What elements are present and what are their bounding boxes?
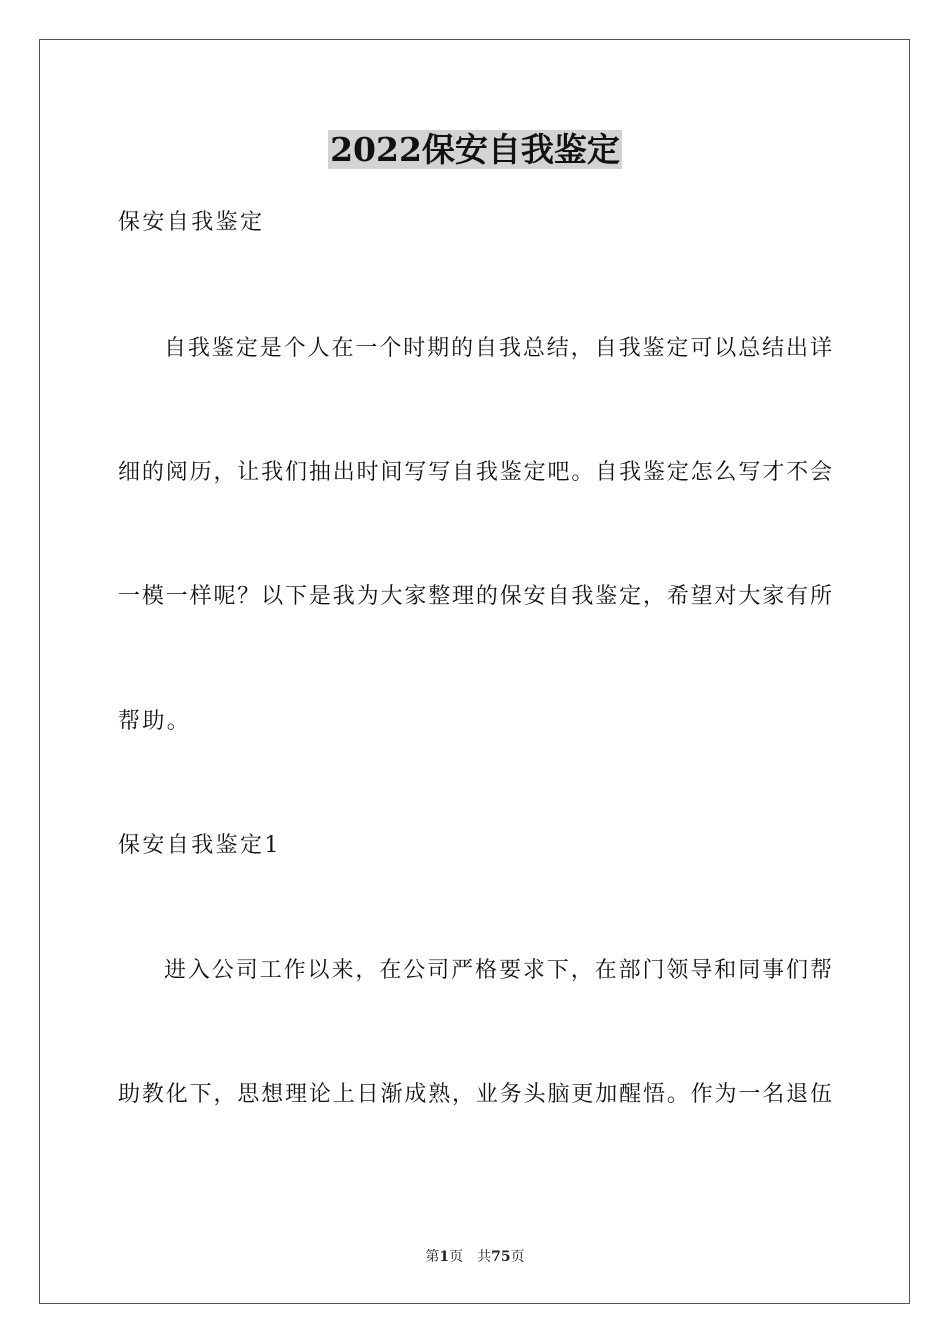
paragraph-line: 自我鉴定是个人在一个时期的自我总结，自我鉴定可以总结出详 <box>164 336 832 361</box>
page-label-suffix: 页 <box>449 1249 464 1265</box>
document-title <box>0 124 950 176</box>
total-label-prefix: 共 <box>477 1249 492 1265</box>
document-title-text: 2022保安自我鉴定 <box>330 130 620 169</box>
paragraph-line: 助教化下，思想理论上日渐成熟，业务头脑更加醒悟。作为一名退伍 <box>118 1082 832 1107</box>
page-label-prefix: 第 <box>425 1249 440 1265</box>
paragraph-line: 细的阅历，让我们抽出时间写写自我鉴定吧。自我鉴定怎么写才不会 <box>118 460 832 485</box>
page-footer <box>0 1247 950 1267</box>
current-page-number: 1 <box>439 1249 450 1265</box>
section-heading: 保安自我鉴定1 <box>118 833 281 858</box>
total-label-suffix: 页 <box>510 1249 525 1265</box>
section-heading: 保安自我鉴定 <box>118 210 265 235</box>
paragraph-line: 帮助。 <box>118 709 192 734</box>
total-page-count: 75 <box>491 1249 511 1265</box>
paragraph-line: 进入公司工作以来，在公司严格要求下，在部门领导和同事们帮 <box>164 958 832 983</box>
paragraph-line: 一模一样呢？以下是我为大家整理的保安自我鉴定，希望对大家有所 <box>118 584 832 609</box>
